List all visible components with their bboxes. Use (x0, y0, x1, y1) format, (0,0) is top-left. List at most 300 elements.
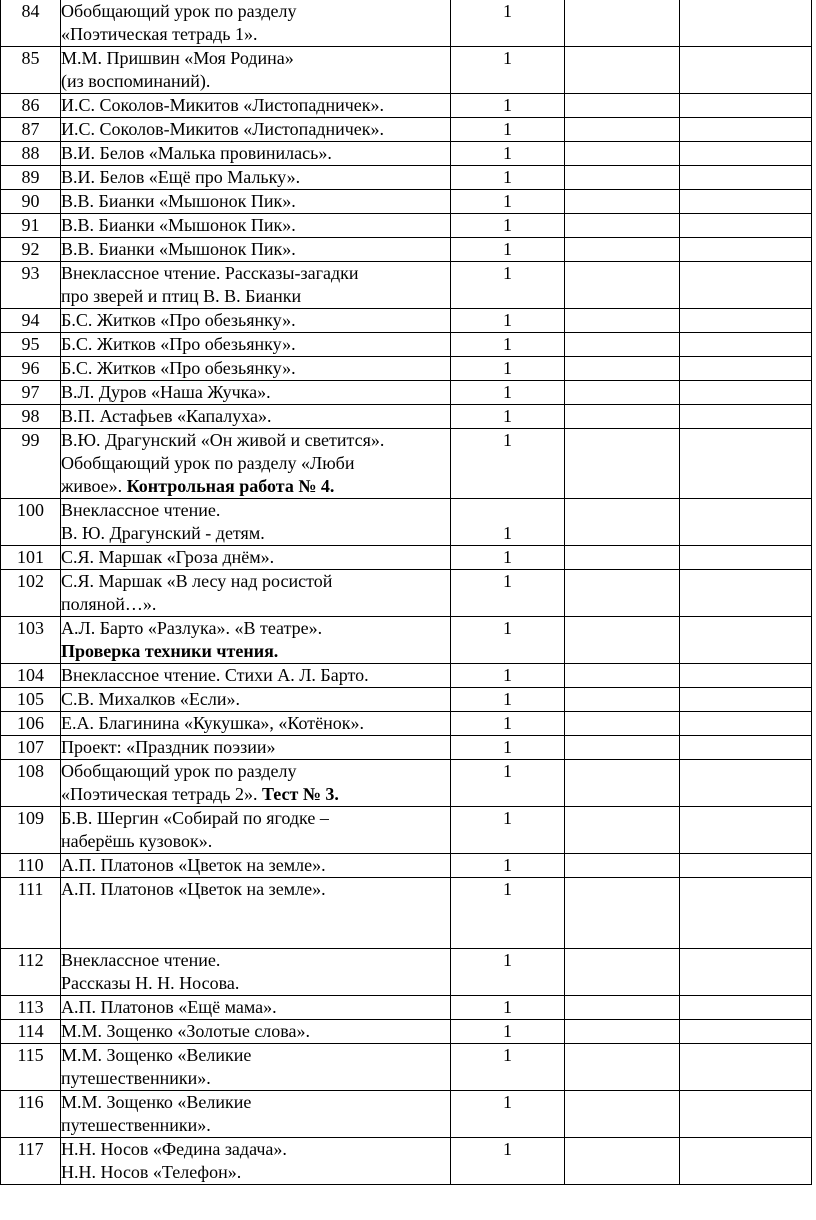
planned-date-cell (565, 1091, 680, 1138)
actual-date-cell (680, 736, 812, 760)
table-row (1, 878, 812, 949)
planned-date-cell (565, 118, 680, 142)
assessment-label: Проверка техники чтения. (61, 641, 279, 661)
planned-date-cell (565, 996, 680, 1020)
hours-value: 1 (503, 713, 512, 733)
topic-text: Е.А. Благинина «Кукушка», «Котёнок». (61, 713, 365, 733)
table-row (1, 381, 812, 405)
hours-value: 1 (503, 406, 512, 426)
table-row (1, 1138, 812, 1185)
lesson-topic-line (61, 522, 450, 545)
hours-count (451, 190, 565, 214)
topic-text: В.И. Белов «Ещё про Мальку». (61, 167, 301, 187)
lesson-number: 89 (1, 166, 61, 190)
topic-text: М.М. Зощенко «Великие (61, 1092, 252, 1112)
topic-text: М.М. Зощенко «Золотые слова». (61, 1021, 311, 1041)
lesson-topic-line (61, 1067, 450, 1090)
actual-date-cell (680, 996, 812, 1020)
table-row (1, 807, 812, 854)
topic-text: А.Л. Барто «Разлука». «В театре». (61, 618, 323, 638)
lesson-number: 110 (1, 854, 61, 878)
topic-text: Б.В. Шергин «Собирай по ягодке – (61, 808, 329, 828)
lesson-number: 100 (1, 499, 61, 546)
hours-count (451, 854, 565, 878)
lesson-topic (61, 214, 451, 238)
lesson-number: 115 (1, 1044, 61, 1091)
lesson-topic-line (61, 405, 450, 428)
actual-date-cell (680, 570, 812, 617)
lesson-number: 108 (1, 760, 61, 807)
lesson-number: 111 (1, 878, 61, 949)
hours-value: 1 (503, 95, 512, 115)
topic-text: В.Ю. Драгунский «Он живой и светится». (61, 430, 385, 450)
hours-value: 1 (503, 119, 512, 139)
lesson-number: 92 (1, 238, 61, 262)
actual-date-cell (680, 405, 812, 429)
lesson-topic-line (61, 1114, 450, 1137)
lesson-number: 99 (1, 429, 61, 499)
lesson-number: 88 (1, 142, 61, 166)
topic-text: В.В. Бианки «Мышонок Пик». (61, 191, 296, 211)
planned-date-cell (565, 617, 680, 664)
planned-date-cell (565, 190, 680, 214)
hours-count (451, 736, 565, 760)
lesson-topic-line (61, 570, 450, 593)
lesson-number: 113 (1, 996, 61, 1020)
lesson-topic (61, 878, 451, 949)
topic-text: Б.С. Житков «Про обезьянку». (61, 310, 296, 330)
actual-date-cell (680, 0, 812, 47)
hours-count (451, 1044, 565, 1091)
hours-value: 1 (503, 571, 512, 591)
lesson-topic (61, 142, 451, 166)
topic-text: Обобщающий урок по разделу (61, 761, 297, 781)
hours-value: 1 (503, 48, 512, 68)
topic-text: В.В. Бианки «Мышонок Пик». (61, 239, 296, 259)
lesson-number: 114 (1, 1020, 61, 1044)
topic-text: «Поэтическая тетрадь 1». (61, 24, 258, 44)
hours-count (451, 118, 565, 142)
hours-count (451, 309, 565, 333)
lesson-topic (61, 688, 451, 712)
planned-date-cell (565, 1044, 680, 1091)
topic-text: Проект: «Праздник поэзии» (61, 737, 276, 757)
lesson-number: 105 (1, 688, 61, 712)
lesson-topic-line (61, 499, 450, 522)
lesson-number: 84 (1, 0, 61, 47)
hours-value: 1 (503, 879, 512, 899)
planned-date-cell (565, 712, 680, 736)
lesson-number: 86 (1, 94, 61, 118)
topic-text: Рассказы Н. Н. Носова. (61, 973, 240, 993)
hours-count (451, 429, 565, 499)
table-row (1, 546, 812, 570)
table-row (1, 214, 812, 238)
planned-date-cell (565, 760, 680, 807)
table-row (1, 405, 812, 429)
topic-text: поляной…». (61, 594, 157, 614)
table-row (1, 664, 812, 688)
lesson-number: 94 (1, 309, 61, 333)
planned-date-cell (565, 499, 680, 546)
lesson-topic-line (61, 285, 450, 308)
lesson-topic (61, 238, 451, 262)
lesson-number: 116 (1, 1091, 61, 1138)
actual-date-cell (680, 190, 812, 214)
topic-text: И.С. Соколов-Микитов «Листопадничек». (61, 119, 385, 139)
planned-date-cell (565, 878, 680, 949)
hours-value: 1 (503, 950, 512, 970)
topic-text: И.С. Соколов-Микитов «Листопадничек». (61, 95, 385, 115)
planned-date-cell (565, 47, 680, 94)
lesson-number: 87 (1, 118, 61, 142)
topic-text: В.П. Астафьев «Капалуха». (61, 406, 272, 426)
actual-date-cell (680, 381, 812, 405)
lesson-topic-line (61, 214, 450, 237)
actual-date-cell (680, 1091, 812, 1138)
table-row (1, 333, 812, 357)
hours-value: 1 (503, 239, 512, 259)
lesson-topic-line (61, 1091, 450, 1114)
lesson-topic (61, 760, 451, 807)
hours-value: 1 (503, 523, 512, 543)
topic-text: В.В. Бианки «Мышонок Пик». (61, 215, 296, 235)
hours-value: 1 (503, 665, 512, 685)
actual-date-cell (680, 214, 812, 238)
lesson-topic (61, 429, 451, 499)
lesson-number: 91 (1, 214, 61, 238)
hours-count (451, 142, 565, 166)
planned-date-cell (565, 381, 680, 405)
assessment-label: Контрольная работа № 4. (126, 476, 335, 496)
lesson-topic-line (61, 688, 450, 711)
actual-date-cell (680, 617, 812, 664)
lesson-topic (61, 166, 451, 190)
topic-text: про зверей и птиц В. В. Бианки (61, 286, 302, 306)
lesson-topic-line (61, 830, 450, 853)
lesson-topic (61, 807, 451, 854)
actual-date-cell (680, 546, 812, 570)
hours-count (451, 499, 565, 546)
hours-count (451, 807, 565, 854)
lesson-topic (61, 854, 451, 878)
lesson-topic-line (61, 1138, 450, 1161)
lesson-topic-line (61, 357, 450, 380)
lesson-topic (61, 1138, 451, 1185)
hours-count (451, 570, 565, 617)
planned-date-cell (565, 736, 680, 760)
hours-value: 1 (503, 167, 512, 187)
actual-date-cell (680, 357, 812, 381)
topic-text: В.И. Белов «Малька провинилась». (61, 143, 332, 163)
hours-count (451, 166, 565, 190)
topic-text: М.М. Пришвин «Моя Родина» (61, 48, 294, 68)
lesson-topic-line (61, 712, 450, 735)
planned-date-cell (565, 664, 680, 688)
table-row (1, 736, 812, 760)
planned-date-cell (565, 949, 680, 996)
hours-count (451, 878, 565, 949)
hours-count (451, 664, 565, 688)
hours-value: 1 (503, 430, 512, 450)
topic-text: путешественники». (61, 1115, 211, 1135)
hours-value: 1 (503, 334, 512, 354)
lesson-topic (61, 1091, 451, 1138)
hours-value: 1 (503, 310, 512, 330)
planned-date-cell (565, 429, 680, 499)
actual-date-cell (680, 760, 812, 807)
actual-date-cell (680, 238, 812, 262)
hours-count (451, 1138, 565, 1185)
lesson-topic-line (61, 807, 450, 830)
topic-text: Б.С. Житков «Про обезьянку». (61, 334, 296, 354)
lesson-topic-line (61, 617, 450, 640)
lesson-topic-line (61, 854, 450, 877)
actual-date-cell (680, 94, 812, 118)
table-row (1, 0, 812, 47)
lesson-topic (61, 736, 451, 760)
lesson-number: 102 (1, 570, 61, 617)
lesson-number: 95 (1, 333, 61, 357)
lesson-topic (61, 1044, 451, 1091)
table-row (1, 949, 812, 996)
lesson-topic (61, 712, 451, 736)
planned-date-cell (565, 1138, 680, 1185)
lesson-topic-line (61, 142, 450, 165)
hours-count (451, 381, 565, 405)
lesson-topic-line (61, 1161, 450, 1184)
lesson-topic (61, 309, 451, 333)
planned-date-cell (565, 238, 680, 262)
actual-date-cell (680, 807, 812, 854)
hours-value: 1 (503, 1139, 512, 1159)
planned-date-cell (565, 262, 680, 309)
table-row (1, 357, 812, 381)
lesson-topic-line (61, 0, 450, 23)
lesson-topic (61, 0, 451, 47)
hours-value: 1 (503, 1021, 512, 1041)
lesson-topic-line (61, 309, 450, 332)
actual-date-cell (680, 309, 812, 333)
actual-date-cell (680, 1044, 812, 1091)
planned-date-cell (565, 807, 680, 854)
lesson-topic-line (61, 760, 450, 783)
lesson-topic-line (61, 783, 450, 806)
lesson-topic (61, 949, 451, 996)
actual-date-cell (680, 333, 812, 357)
hours-count (451, 1020, 565, 1044)
hours-count (451, 996, 565, 1020)
lesson-topic-line (61, 640, 450, 663)
hours-value: 1 (503, 215, 512, 235)
topic-text: В.Л. Дуров «Наша Жучка». (61, 382, 271, 402)
actual-date-cell (680, 949, 812, 996)
table-row (1, 238, 812, 262)
topic-text: живое». (61, 476, 127, 496)
planned-date-cell (565, 0, 680, 47)
topic-text: (из воспоминаний). (61, 71, 211, 91)
lesson-number: 90 (1, 190, 61, 214)
lesson-number: 96 (1, 357, 61, 381)
table-row (1, 429, 812, 499)
lesson-number: 106 (1, 712, 61, 736)
lesson-topic (61, 570, 451, 617)
hours-value: 1 (503, 1, 512, 21)
actual-date-cell (680, 499, 812, 546)
hours-count (451, 760, 565, 807)
lesson-number: 112 (1, 949, 61, 996)
lesson-topic-line (61, 429, 450, 452)
topic-text: С.Я. Маршак «Гроза днём». (61, 547, 275, 567)
assessment-label: Тест № 3. (261, 784, 339, 804)
actual-date-cell (680, 262, 812, 309)
table-row (1, 617, 812, 664)
hours-value: 1 (503, 382, 512, 402)
lesson-topic-line (61, 47, 450, 70)
lesson-topic (61, 118, 451, 142)
lesson-topic-line (61, 94, 450, 117)
lesson-topic (61, 94, 451, 118)
topic-text: Б.С. Житков «Про обезьянку». (61, 358, 296, 378)
hours-count (451, 333, 565, 357)
topic-text: Обобщающий урок по разделу «Люби (61, 453, 355, 473)
hours-value: 1 (503, 689, 512, 709)
table-row (1, 190, 812, 214)
topic-text: Внеклассное чтение. (61, 950, 221, 970)
planned-date-cell (565, 357, 680, 381)
lesson-topic-line (61, 996, 450, 1019)
planned-date-cell (565, 1020, 680, 1044)
topic-text: «Поэтическая тетрадь 2». (61, 784, 262, 804)
topic-text: Внеклассное чтение. Стихи А. Л. Барто. (61, 665, 369, 685)
lesson-topic-line (61, 475, 450, 498)
hours-count (451, 47, 565, 94)
hours-count (451, 405, 565, 429)
topic-text: В. Ю. Драгунский - детям. (61, 523, 265, 543)
lesson-topic-line (61, 118, 450, 141)
actual-date-cell (680, 118, 812, 142)
lesson-topic-line (61, 736, 450, 759)
lesson-topic-line (61, 593, 450, 616)
actual-date-cell (680, 1138, 812, 1185)
hours-value: 1 (503, 1092, 512, 1112)
hours-count (451, 0, 565, 47)
lesson-number: 107 (1, 736, 61, 760)
lesson-topic-line (61, 166, 450, 189)
hours-value: 1 (503, 855, 512, 875)
planned-date-cell (565, 688, 680, 712)
hours-count (451, 262, 565, 309)
lesson-number: 103 (1, 617, 61, 664)
lesson-topic-line (61, 1020, 450, 1043)
lesson-topic (61, 664, 451, 688)
table-row (1, 499, 812, 546)
table-row (1, 1020, 812, 1044)
table-row (1, 1044, 812, 1091)
lesson-topic-line (61, 238, 450, 261)
table-row (1, 688, 812, 712)
actual-date-cell (680, 142, 812, 166)
lesson-topic-line (61, 333, 450, 356)
table-row (1, 854, 812, 878)
lesson-number: 85 (1, 47, 61, 94)
hours-count (451, 94, 565, 118)
table-row (1, 166, 812, 190)
actual-date-cell (680, 878, 812, 949)
topic-text: Внеклассное чтение. Рассказы-загадки (61, 263, 359, 283)
lesson-topic-line (61, 878, 450, 901)
actual-date-cell (680, 688, 812, 712)
topic-text: А.П. Платонов «Цветок на земле». (61, 855, 326, 875)
topic-text: Н.Н. Носов «Телефон». (61, 1162, 242, 1182)
topic-text: А.П. Платонов «Ещё мама». (61, 997, 277, 1017)
topic-text: Обобщающий урок по разделу (61, 1, 297, 21)
hours-count (451, 617, 565, 664)
lesson-topic (61, 262, 451, 309)
table-row (1, 760, 812, 807)
topic-text: путешественники». (61, 1068, 211, 1088)
actual-date-cell (680, 854, 812, 878)
topic-text: А.П. Платонов «Цветок на земле». (61, 879, 326, 899)
lesson-topic-line (61, 381, 450, 404)
planned-date-cell (565, 333, 680, 357)
planned-date-cell (565, 94, 680, 118)
lesson-topic (61, 333, 451, 357)
lesson-topic-line (61, 1044, 450, 1067)
planned-date-cell (565, 570, 680, 617)
planned-date-cell (565, 546, 680, 570)
topic-text: М.М. Зощенко «Великие (61, 1045, 252, 1065)
lesson-topic-line (61, 23, 450, 46)
lesson-topic-line (61, 949, 450, 972)
lesson-topic (61, 190, 451, 214)
lesson-number: 109 (1, 807, 61, 854)
hours-value: 1 (503, 761, 512, 781)
lesson-topic-line (61, 70, 450, 93)
lesson-topic (61, 546, 451, 570)
topic-text: Н.Н. Носов «Федина задача». (61, 1139, 287, 1159)
lesson-topic-line (61, 664, 450, 687)
hours-value: 1 (503, 618, 512, 638)
hours-value: 1 (503, 143, 512, 163)
actual-date-cell (680, 166, 812, 190)
lesson-topic-line (61, 190, 450, 213)
lesson-topic (61, 1020, 451, 1044)
hours-value: 1 (503, 737, 512, 757)
lesson-topic-line (61, 452, 450, 475)
lesson-number: 101 (1, 546, 61, 570)
table-row (1, 47, 812, 94)
lesson-number: 98 (1, 405, 61, 429)
planned-date-cell (565, 309, 680, 333)
lesson-topic (61, 47, 451, 94)
actual-date-cell (680, 712, 812, 736)
lesson-number: 104 (1, 664, 61, 688)
hours-value: 1 (503, 997, 512, 1017)
hours-value: 1 (503, 263, 512, 283)
lesson-number: 97 (1, 381, 61, 405)
table-row (1, 1091, 812, 1138)
hours-value: 1 (503, 358, 512, 378)
lesson-topic-line (61, 262, 450, 285)
table-row (1, 262, 812, 309)
topic-text: С.Я. Маршак «В лесу над росистой (61, 571, 333, 591)
hours-count (451, 214, 565, 238)
planned-date-cell (565, 854, 680, 878)
planned-date-cell (565, 142, 680, 166)
planned-date-cell (565, 405, 680, 429)
hours-value: 1 (503, 808, 512, 828)
